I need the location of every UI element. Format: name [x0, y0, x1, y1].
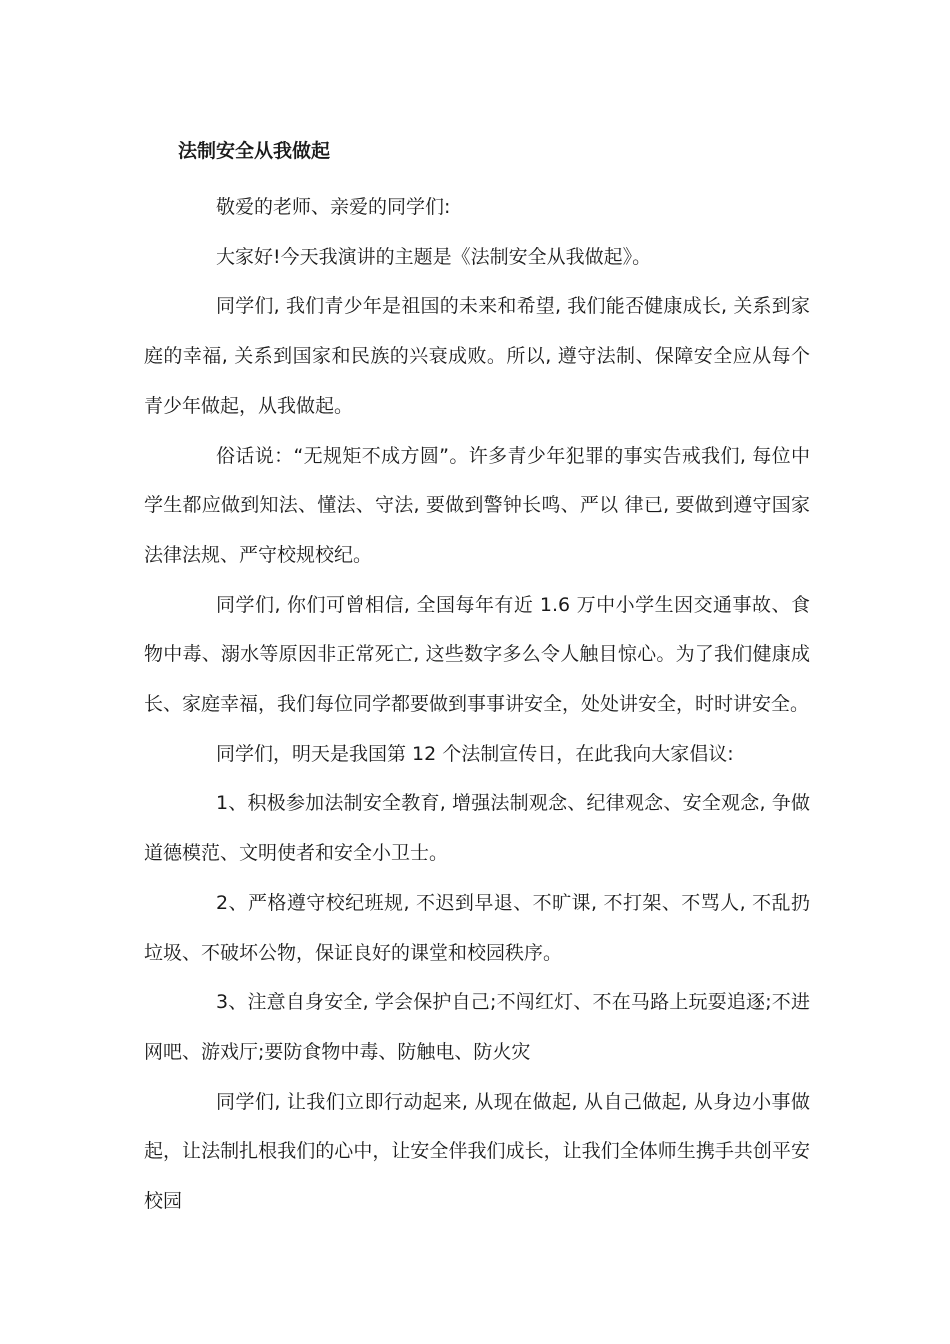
paragraph-closing: 同学们, 让我们立即行动起来, 从现在做起, 从自己做起, 从身边小事做起，让法制扎根我们的心中，让安全伴我们成长，让我们全体师生携手共创平安校园 [144, 1090, 810, 1213]
paragraph-proposal-item: 2、严格遵守校纪班规, 不迟到早退、不旷课, 不打架、不骂人, 不乱扔垃圾、不破坏公物，保证良好的课堂和校园秩序。 [144, 891, 810, 964]
paragraph: 同学们, 你们可曾相信, 全国每年有近 1.6 万中小学生因交通事故、食物中毒、溺水等原因非正常死亡, 这些数字多么令人触目惊心。为了我们健康成长、家庭幸福，我们每位同学都要做到事事讲安全，处处讲安全，时时讲安全。 [144, 593, 810, 716]
document-body [144, 183, 810, 1227]
paragraph: 同学们，明天是我国第 12 个法制宣传日，在此我向大家倡议: [216, 742, 734, 765]
document-title: 法制安全从我做起 [178, 140, 331, 162]
paragraph-greeting: 大家好!今天我演讲的主题是《法制安全从我做起》。 [216, 245, 652, 268]
paragraph-proposal-item: 1、积极参加法制安全教育, 增强法制观念、纪律观念、安全观念, 争做道德模范、文明使者和安全小卫士。 [144, 792, 810, 865]
paragraph: 同学们, 我们青少年是祖国的未来和希望, 我们能否健康成长, 关系到家庭的幸福, 关系到国家和民族的兴衰成败。所以, 遵守法制、保障安全应从每个青少年做起，从我做起。 [144, 295, 810, 417]
paragraph: 俗话说：“无规矩不成方圆”。许多青少年犯罪的事实告戒我们, 每位中学生都应做到知法、懂法、守法, 要做到警钟长鸣、严以 律已, 要做到遵守国家法律法规、严守校规校纪。 [144, 444, 810, 566]
paragraph-proposal-item: 3、注意自身安全, 学会保护自己;不闯红灯、不在马路上玩耍追逐;不进网吧、游戏厅;要防食物中毒、防触电、防火灾 [144, 991, 810, 1063]
paragraph-salutation: 敬爱的老师、亲爱的同学们: [216, 196, 451, 218]
